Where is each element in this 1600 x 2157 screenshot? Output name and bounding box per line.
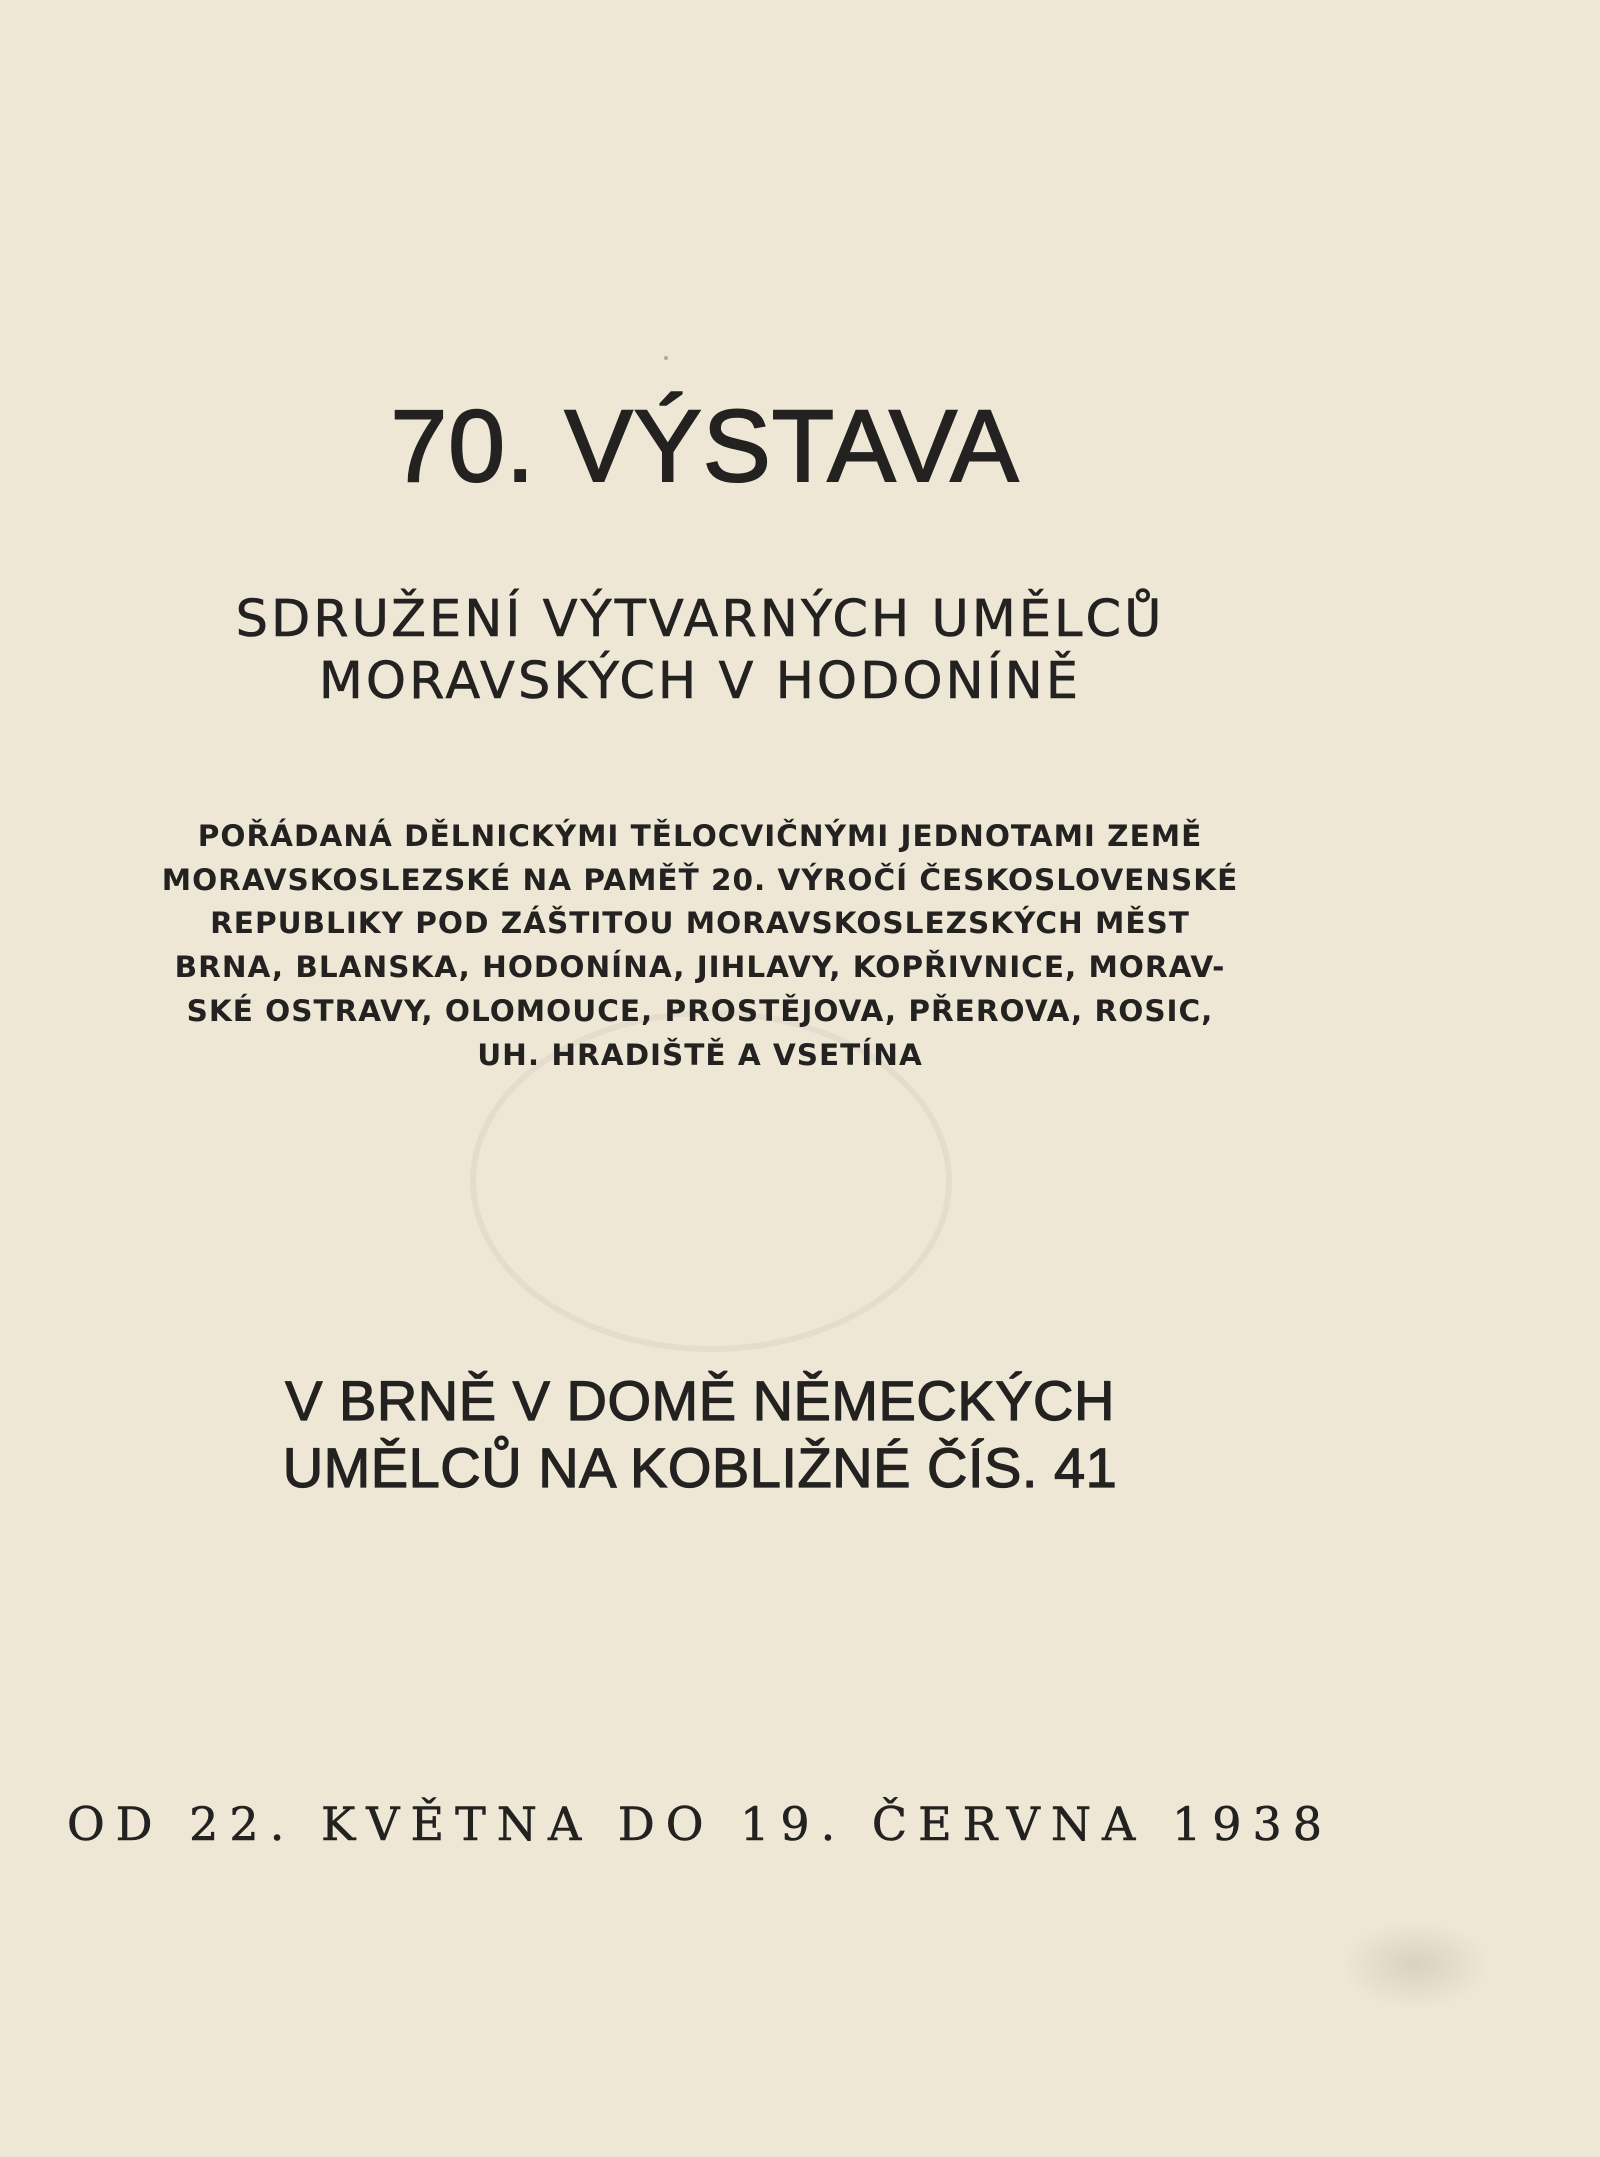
paragraph-line-5: SKÉ OSTRAVY, OLOMOUCE, PROSTĚJOVA, PŘEROVA, ROSIC, [186, 994, 1214, 1028]
paragraph-line-1: POŘÁDANÁ DĚLNICKÝMI TĚLOCVIČNÝMI JEDNOTAMI ZEMĚ [197, 819, 1203, 853]
paragraph-line-2: MORAVSKOSLEZSKÉ NA PAMĚŤ 20. VÝROČÍ ČESKOSLOVENSKÉ [161, 863, 1239, 897]
exhibition-dates: OD 22. KVĚTNA DO 19. ČERVNA 1938 [66, 1797, 1334, 1851]
heading-line-2: MORAVSKÝCH V HODONÍNĚ [318, 652, 1082, 711]
exhibition-title: 70. VÝSTAVA [390, 389, 1020, 503]
paragraph-line-6: UH. HRADIŠTĚ A VSETÍNA [477, 1038, 923, 1072]
ink-dot [664, 356, 668, 360]
paragraph-line-4: BRNA, BLANSKA, HODONÍNA, JIHLAVY, KOPŘIVNICE, MORAV- [174, 950, 1226, 984]
venue-line-2: UMĚLCŮ NA KOBLIŽNÉ ČÍS. 41 [282, 1436, 1118, 1499]
paper-smudge [1340, 1920, 1490, 2010]
heading-line-1: SDRUŽENÍ VÝTVARNÝCH UMĚLCŮ [235, 590, 1165, 649]
venue-line-1: V BRNĚ V DOMĚ NĚMECKÝCH [285, 1369, 1115, 1432]
paragraph-line-3: REPUBLIKY POD ZÁŠTITOU MORAVSKOSLEZSKÝCH MĚST [210, 906, 1190, 940]
